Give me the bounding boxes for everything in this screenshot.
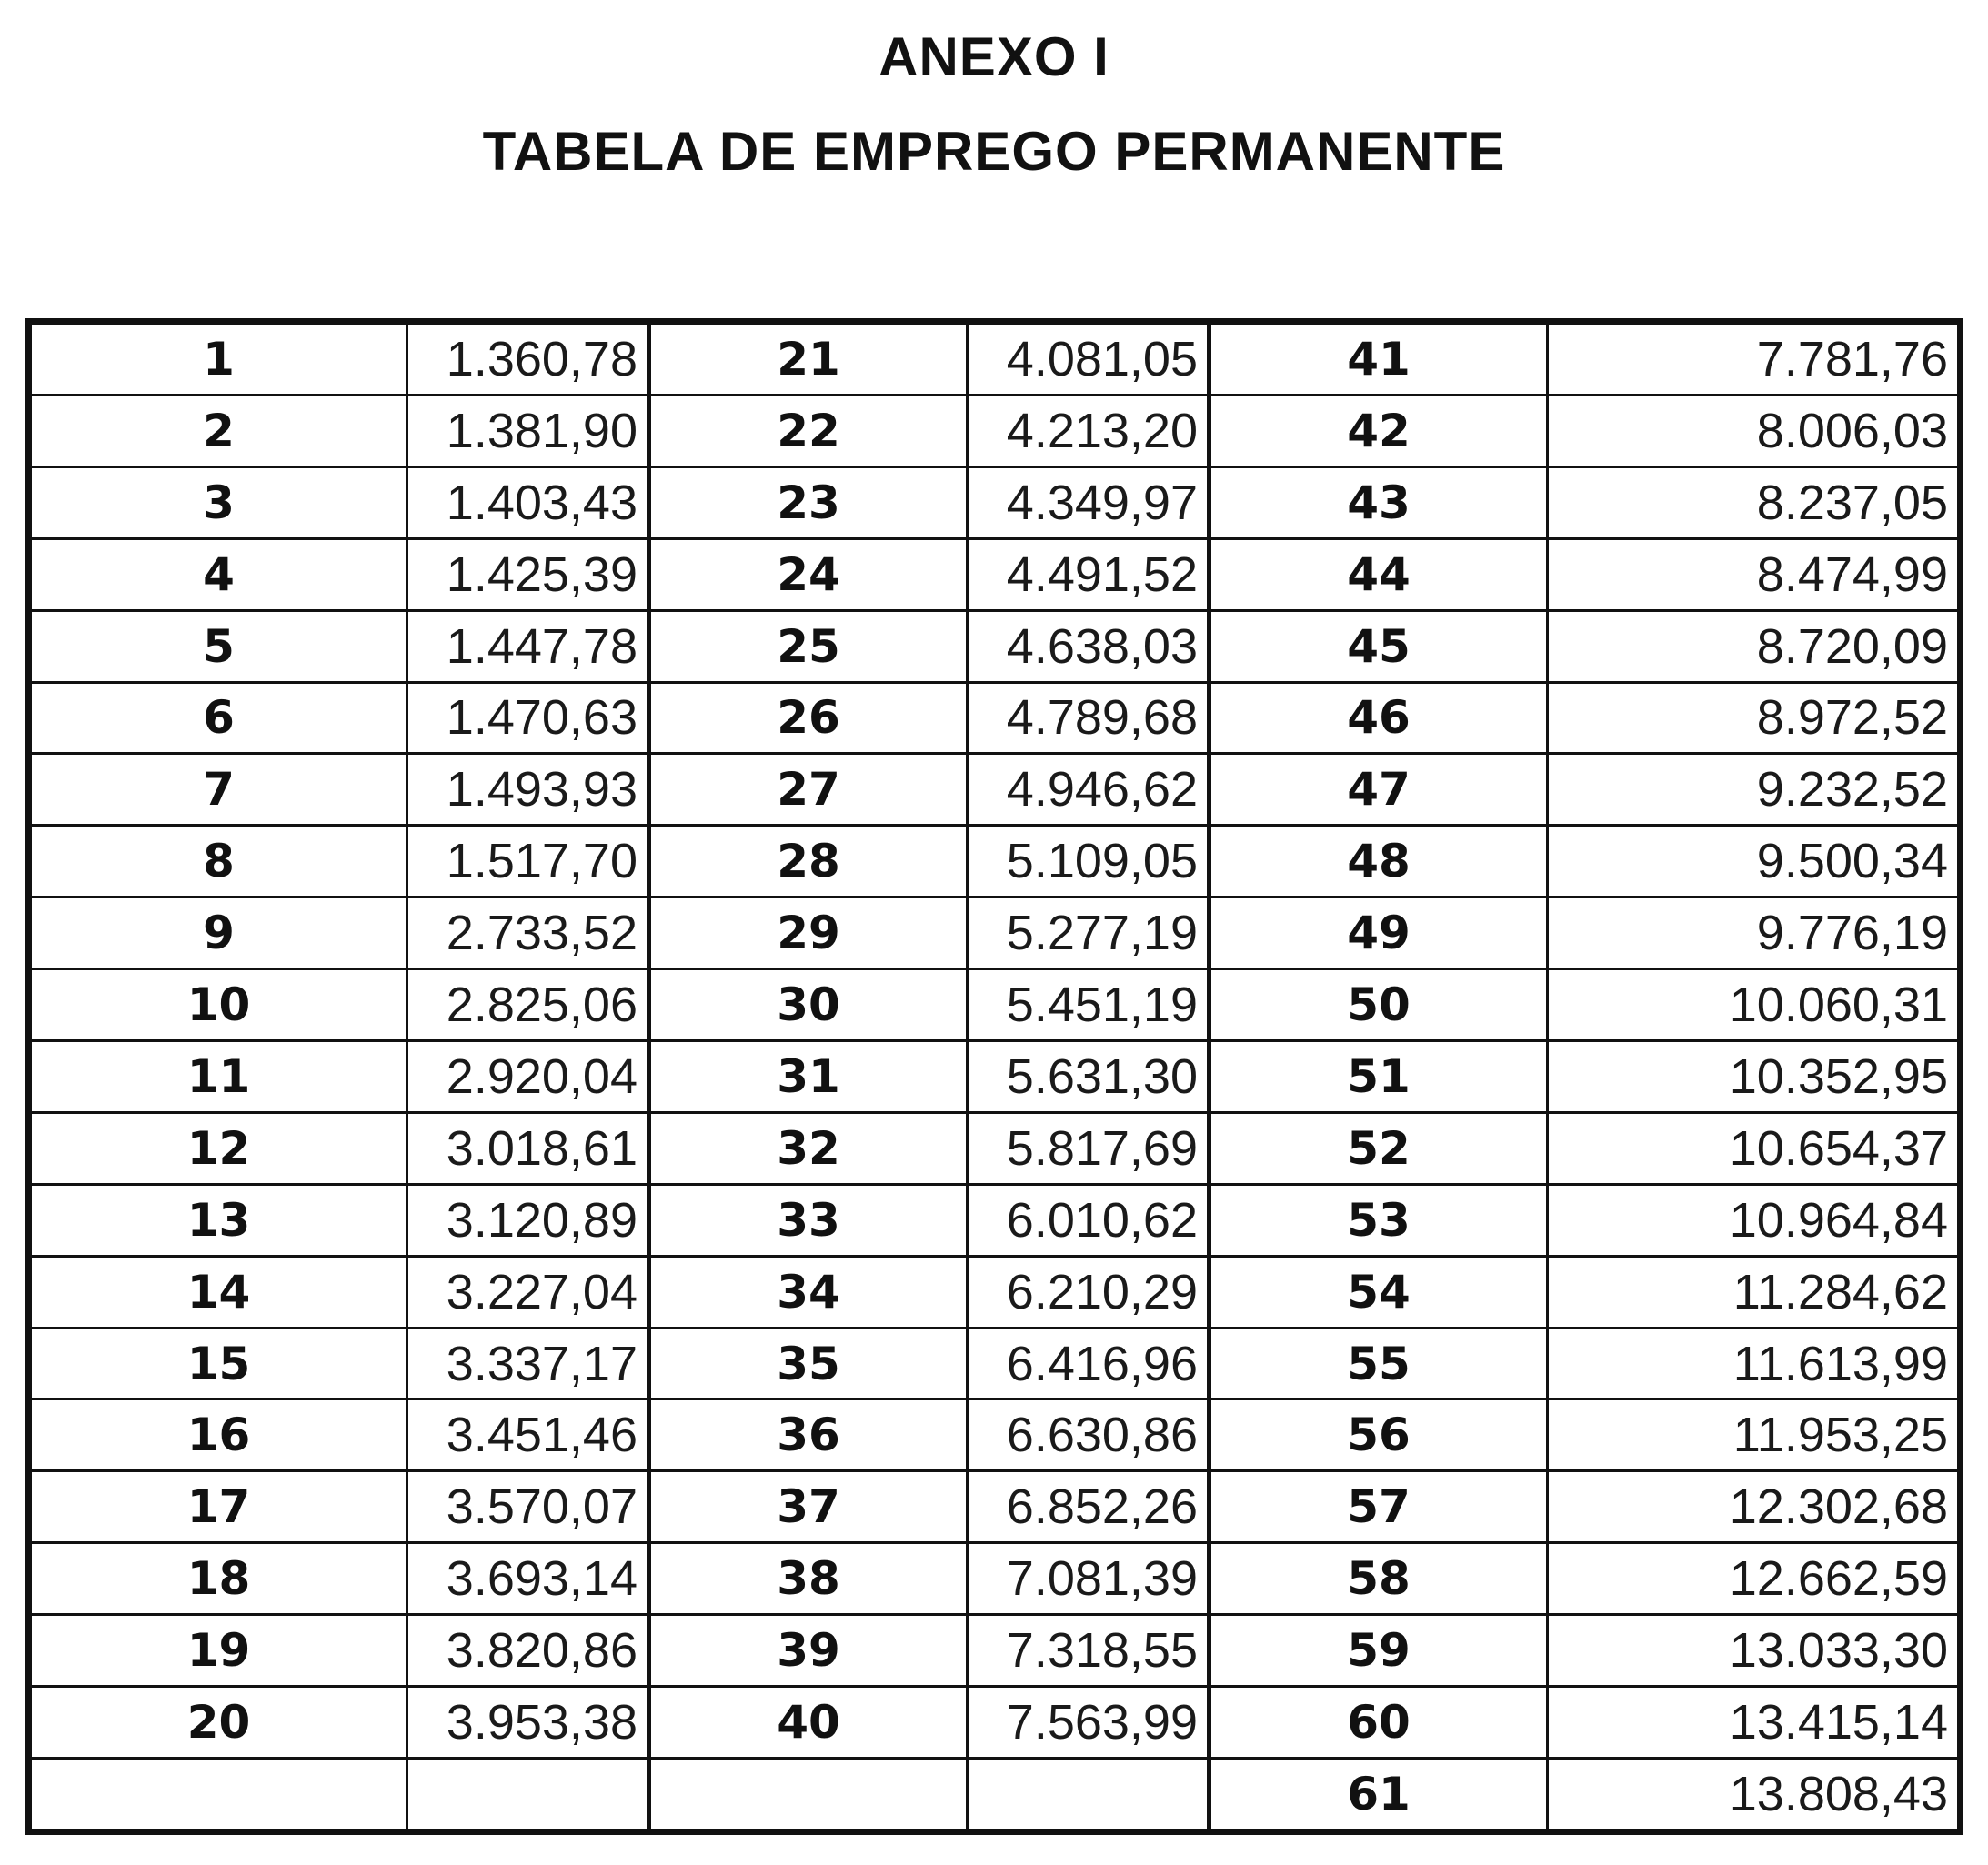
table-row (29, 395, 1961, 466)
value-cell: 4.638,03 (968, 610, 1210, 682)
level-cell: 21 (649, 322, 968, 396)
level-cell: 8 (29, 826, 407, 897)
value-cell: 3.693,14 (407, 1543, 649, 1615)
value-cell: 3.018,61 (407, 1112, 649, 1184)
value-cell: 1.517,70 (407, 826, 649, 897)
value-cell: 1.447,78 (407, 610, 649, 682)
table-row (29, 897, 1961, 969)
level-cell: 17 (29, 1471, 407, 1543)
level-cell: 10 (29, 969, 407, 1041)
value-cell: 5.817,69 (968, 1112, 1210, 1184)
value-cell: 4.349,97 (968, 466, 1210, 538)
value-cell: 8.720,09 (1548, 610, 1961, 682)
level-cell: 61 (1210, 1758, 1548, 1831)
level-cell: 6 (29, 682, 407, 754)
level-cell: 57 (1210, 1471, 1548, 1543)
value-cell: 3.120,89 (407, 1184, 649, 1256)
value-cell: 5.109,05 (968, 826, 1210, 897)
table-row (29, 1758, 1961, 1831)
level-cell: 12 (29, 1112, 407, 1184)
table-row (29, 1687, 1961, 1759)
value-cell: 1.470,63 (407, 682, 649, 754)
level-cell: 25 (649, 610, 968, 682)
value-cell: 2.733,52 (407, 897, 649, 969)
table-row (29, 1184, 1961, 1256)
table-row (29, 754, 1961, 826)
value-cell: 6.416,96 (968, 1328, 1210, 1399)
value-cell (407, 1758, 649, 1831)
table-row (29, 1471, 1961, 1543)
level-cell: 23 (649, 466, 968, 538)
value-cell: 10.964,84 (1548, 1184, 1961, 1256)
value-cell: 13.415,14 (1548, 1687, 1961, 1759)
value-cell: 7.081,39 (968, 1543, 1210, 1615)
level-cell: 43 (1210, 466, 1548, 538)
level-cell: 16 (29, 1399, 407, 1471)
table-row (29, 1399, 1961, 1471)
level-cell: 29 (649, 897, 968, 969)
value-cell: 13.033,30 (1548, 1615, 1961, 1687)
level-cell: 1 (29, 322, 407, 396)
level-cell: 9 (29, 897, 407, 969)
value-cell: 3.820,86 (407, 1615, 649, 1687)
value-cell: 8.474,99 (1548, 538, 1961, 610)
value-cell: 5.631,30 (968, 1041, 1210, 1113)
value-cell: 4.789,68 (968, 682, 1210, 754)
level-cell: 31 (649, 1041, 968, 1113)
value-cell: 1.381,90 (407, 395, 649, 466)
level-cell: 19 (29, 1615, 407, 1687)
value-cell: 3.337,17 (407, 1328, 649, 1399)
value-cell: 2.825,06 (407, 969, 649, 1041)
value-cell: 8.972,52 (1548, 682, 1961, 754)
level-cell: 52 (1210, 1112, 1548, 1184)
level-cell: 24 (649, 538, 968, 610)
table-row (29, 682, 1961, 754)
value-cell: 13.808,43 (1548, 1758, 1961, 1831)
value-cell: 10.060,31 (1548, 969, 1961, 1041)
level-cell: 3 (29, 466, 407, 538)
level-cell: 58 (1210, 1543, 1548, 1615)
level-cell: 28 (649, 826, 968, 897)
level-cell: 47 (1210, 754, 1548, 826)
level-cell: 55 (1210, 1328, 1548, 1399)
value-cell: 8.237,05 (1548, 466, 1961, 538)
level-cell: 42 (1210, 395, 1548, 466)
level-cell: 46 (1210, 682, 1548, 754)
value-cell: 4.213,20 (968, 395, 1210, 466)
level-cell: 44 (1210, 538, 1548, 610)
table-row (29, 1256, 1961, 1328)
value-cell: 6.210,29 (968, 1256, 1210, 1328)
level-cell: 40 (649, 1687, 968, 1759)
table-row (29, 1615, 1961, 1687)
level-cell: 27 (649, 754, 968, 826)
document-title: TABELA DE EMPREGO PERMANENTE (482, 121, 1506, 182)
value-cell: 8.006,03 (1548, 395, 1961, 466)
level-cell: 60 (1210, 1687, 1548, 1759)
value-cell: 3.227,04 (407, 1256, 649, 1328)
table-row (29, 969, 1961, 1041)
level-cell: 33 (649, 1184, 968, 1256)
level-cell: 7 (29, 754, 407, 826)
value-cell: 5.277,19 (968, 897, 1210, 969)
value-cell: 3.953,38 (407, 1687, 649, 1759)
level-cell: 30 (649, 969, 968, 1041)
level-cell: 49 (1210, 897, 1548, 969)
value-cell: 11.953,25 (1548, 1399, 1961, 1471)
level-cell (649, 1758, 968, 1831)
value-cell: 1.360,78 (407, 322, 649, 396)
value-cell: 3.570,07 (407, 1471, 649, 1543)
value-cell: 4.491,52 (968, 538, 1210, 610)
table-row (29, 322, 1961, 396)
level-cell: 53 (1210, 1184, 1548, 1256)
level-cell: 35 (649, 1328, 968, 1399)
value-cell: 11.284,62 (1548, 1256, 1961, 1328)
level-cell: 41 (1210, 322, 1548, 396)
level-cell: 48 (1210, 826, 1548, 897)
level-cell: 20 (29, 1687, 407, 1759)
level-cell: 38 (649, 1543, 968, 1615)
value-cell: 10.654,37 (1548, 1112, 1961, 1184)
level-cell: 4 (29, 538, 407, 610)
table-row (29, 1328, 1961, 1399)
value-cell: 10.352,95 (1548, 1041, 1961, 1113)
value-cell: 2.920,04 (407, 1041, 649, 1113)
value-cell: 6.630,86 (968, 1399, 1210, 1471)
level-cell: 39 (649, 1615, 968, 1687)
value-cell: 6.010,62 (968, 1184, 1210, 1256)
value-cell: 12.302,68 (1548, 1471, 1961, 1543)
value-cell: 1.493,93 (407, 754, 649, 826)
value-cell: 4.946,62 (968, 754, 1210, 826)
level-cell (29, 1758, 407, 1831)
value-cell (968, 1758, 1210, 1831)
level-cell: 18 (29, 1543, 407, 1615)
level-cell: 32 (649, 1112, 968, 1184)
level-cell: 59 (1210, 1615, 1548, 1687)
level-cell: 36 (649, 1399, 968, 1471)
level-cell: 2 (29, 395, 407, 466)
value-cell: 1.403,43 (407, 466, 649, 538)
level-cell: 26 (649, 682, 968, 754)
value-cell: 5.451,19 (968, 969, 1210, 1041)
value-cell: 9.500,34 (1548, 826, 1961, 897)
value-cell: 12.662,59 (1548, 1543, 1961, 1615)
value-cell: 4.081,05 (968, 322, 1210, 396)
level-cell: 51 (1210, 1041, 1548, 1113)
value-cell: 9.776,19 (1548, 897, 1961, 969)
level-cell: 34 (649, 1256, 968, 1328)
level-cell: 22 (649, 395, 968, 466)
table-row (29, 538, 1961, 610)
level-cell: 14 (29, 1256, 407, 1328)
level-cell: 13 (29, 1184, 407, 1256)
value-cell: 3.451,46 (407, 1399, 649, 1471)
level-cell: 45 (1210, 610, 1548, 682)
value-cell: 9.232,52 (1548, 754, 1961, 826)
value-cell: 7.563,99 (968, 1687, 1210, 1759)
table-row (29, 1112, 1961, 1184)
level-cell: 5 (29, 610, 407, 682)
table-row (29, 1543, 1961, 1615)
value-cell: 1.425,39 (407, 538, 649, 610)
table-body (29, 322, 1961, 1832)
value-cell: 11.613,99 (1548, 1328, 1961, 1399)
table-row (29, 466, 1961, 538)
value-cell: 7.318,55 (968, 1615, 1210, 1687)
value-cell: 7.781,76 (1548, 322, 1961, 396)
level-cell: 15 (29, 1328, 407, 1399)
salary-table (25, 318, 1963, 1835)
level-cell: 11 (29, 1041, 407, 1113)
level-cell: 54 (1210, 1256, 1548, 1328)
table-row (29, 1041, 1961, 1113)
level-cell: 56 (1210, 1399, 1548, 1471)
level-cell: 37 (649, 1471, 968, 1543)
level-cell: 50 (1210, 969, 1548, 1041)
annex-heading: ANEXO I (879, 26, 1109, 87)
table-row (29, 610, 1961, 682)
table-row (29, 826, 1961, 897)
value-cell: 6.852,26 (968, 1471, 1210, 1543)
